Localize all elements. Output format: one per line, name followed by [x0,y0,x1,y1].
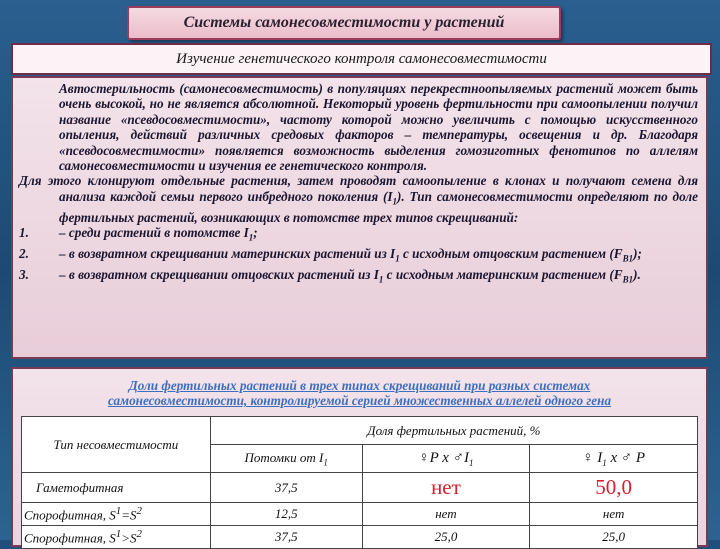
list-text [59,225,698,246]
cell-cross-b: нет [362,503,530,526]
paragraph-method-text: этого клонируют отдельные растения, затем проводят самоопыление в клонах и получают семена для анализа каждой семьи первого инбредного поколения (I [47,173,699,204]
list-text-sub2: B1 [622,253,634,264]
header-cross-female-p [362,445,530,473]
list-item [19,225,698,246]
header-offspring [210,445,362,473]
table-header-row [22,417,698,445]
paragraph-method-lead: Для [19,173,42,189]
slide-title [127,6,561,40]
list-text-pre: – в возвратном скрещивании отцовских растений из I [59,267,379,283]
list-text-mid: с исходным отцовским растением (F [399,246,623,262]
fertility-table [21,416,698,549]
list-item [19,267,698,288]
header-cross-female-p-text: ♀P x ♂I [418,449,469,466]
header-cross-female-i1-sub: 1 [602,457,607,468]
list-text-pre: – среди растений в потомстве I [59,225,249,241]
paragraph-intro: Автостерильность (самонесовместимость) в популяциях перекрестноопыляемых растений может быть очень высокой, но не является абсолютной. Некоторый уровень фертильности при самоопылении получил название «псевдосовместимости», частоту которой можно увеличить с помощью искусственного опыления, действий различных средовых факторов – температуры, освещения и др. Благодаря «псевдосовместимости» появляется возможность выделения гомозиготных фенотипов по аллелям самонесовместимости и изучения ее генетического контроля. [59,81,698,174]
cell-offspring: 37,5 [210,473,362,503]
slide-subtitle [11,43,712,75]
row-label-sup1: 1 [115,504,122,517]
list-text-post: ); [633,246,642,262]
header-cross-female-p-sub: 1 [468,457,474,468]
cell-cross-b: нет [362,473,530,503]
paragraph-method-tail: ). Тип самонесовместимости определяют по доле фертильных растений, возникающих в потомстве трех типов скрещиваний: [59,188,698,225]
cell-cross-c: 50,0 [530,473,698,503]
header-cross-female-i1 [530,445,698,473]
list-text-sub2: B1 [622,275,634,286]
row-label-sup1: 1 [115,527,122,540]
cell-cross-b: 25,0 [362,526,530,549]
cell-cross-c: 25,0 [530,526,698,549]
list-text-sub: 1 [378,275,384,286]
table-caption [13,378,706,408]
list-text-pre: – в возвратном скрещивании материнских растений из I [59,246,396,262]
cell-offspring: 37,5 [210,526,362,549]
row-label-sup2: 2 [136,527,142,540]
table-row [22,526,698,549]
header-type: Тип несовместимости [22,417,211,473]
cell-cross-c: нет [530,503,698,526]
row-label-pre: Спорофитная, S [24,507,116,523]
row-label-pre: Спорофитная, S [24,530,116,546]
slide-title-text: Системы самонесовместимости у растений [183,14,505,31]
list-text-sub: 1 [395,253,400,264]
header-offspring-text: Потомки от I [244,449,324,465]
row-label-sup2: 2 [136,504,142,517]
row-label-mid: =S [121,507,137,523]
header-share: Доля фертильных растений, % [210,417,697,445]
table-row [22,503,698,526]
row-label [22,503,211,526]
table-panel [11,367,708,547]
list-item [19,246,698,267]
table-row [22,473,698,503]
list-text-sub: 1 [248,232,254,243]
list-number: 2. [19,246,29,262]
list-text [59,246,698,267]
header-offspring-sub: 1 [323,457,328,468]
table-caption-line-1: Доли фертильных растений в трех типах скрещиваний при разных системах [128,378,591,393]
header-cross-female-i1-pre: ♀ I [582,449,603,466]
cell-offspring: 12,5 [210,503,362,526]
list-text-post: ; [253,225,258,241]
list-text [59,267,698,288]
slide-subtitle-text: Изучение генетического контроля самонесовместимости [176,50,547,67]
body-text-box [11,76,708,359]
list-number: 3. [19,267,29,283]
paragraph-method [19,173,698,225]
header-cross-female-i1-post: x ♂ P [606,449,646,466]
row-label-mid: >S [121,530,137,546]
list-text-mid: с исходным материнским растением (F [383,267,623,283]
list-text-post: ). [633,267,641,283]
row-label [22,526,211,549]
list-number: 1. [19,225,29,241]
table-caption-line-2: самонесовместимости, контролируемой серией множественных аллелей одного гена [107,393,612,408]
paragraph-method-sub: 1 [392,196,398,207]
row-label: Гаметофитная [22,473,211,503]
